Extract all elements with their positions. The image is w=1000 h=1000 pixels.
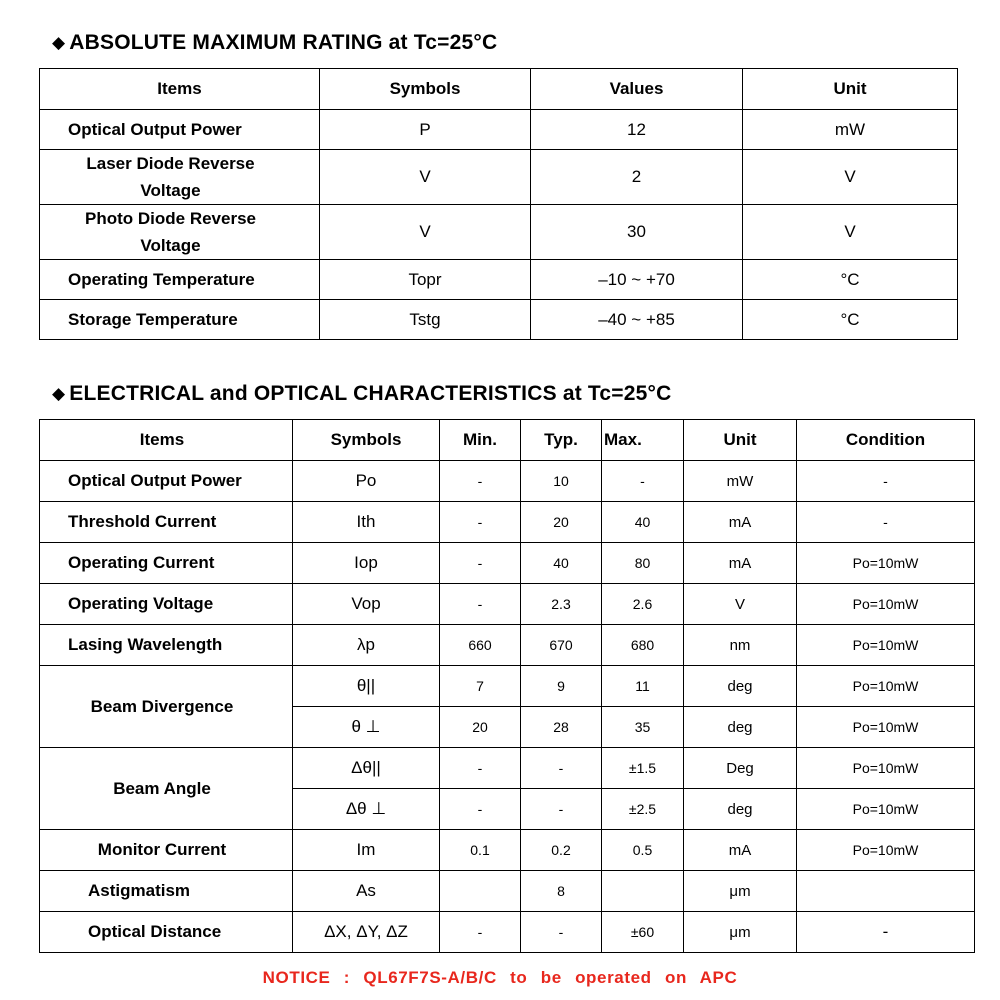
section-heading-electrical-optical bbox=[52, 382, 671, 406]
item-cell: Beam Angle bbox=[40, 748, 293, 830]
table-row bbox=[40, 748, 975, 789]
value-cell: 2 bbox=[531, 150, 743, 205]
condition-cell: Po=10mW bbox=[797, 543, 975, 584]
column-header: Items bbox=[40, 420, 293, 461]
symbol-cell: Im bbox=[293, 830, 440, 871]
electrical-optical-table bbox=[39, 419, 975, 953]
symbol-cell: Tstg bbox=[320, 300, 531, 340]
min-cell: - bbox=[440, 461, 521, 502]
column-header: Items bbox=[40, 69, 320, 110]
heading-text: ELECTRICAL and OPTICAL CHARACTERISTICS at Tc=25°C bbox=[69, 382, 672, 405]
max-cell: 680 bbox=[602, 625, 684, 666]
diamond-bullet-icon: ◆ bbox=[52, 384, 66, 403]
item-cell: Beam Divergence bbox=[40, 666, 293, 748]
typ-cell: 20 bbox=[521, 502, 602, 543]
min-cell: - bbox=[440, 748, 521, 789]
max-cell: 0.5 bbox=[602, 830, 684, 871]
unit-cell: V bbox=[743, 205, 958, 260]
typ-cell: - bbox=[521, 912, 602, 953]
symbol-cell: As bbox=[293, 871, 440, 912]
table-row bbox=[40, 205, 958, 260]
condition-cell: Po=10mW bbox=[797, 666, 975, 707]
value-cell: –40 ~ +85 bbox=[531, 300, 743, 340]
unit-cell: nm bbox=[684, 625, 797, 666]
symbol-cell: ΔX, ΔY, ΔZ bbox=[293, 912, 440, 953]
value-cell: –10 ~ +70 bbox=[531, 260, 743, 300]
symbol-cell: V bbox=[320, 205, 531, 260]
condition-cell: - bbox=[797, 461, 975, 502]
condition-cell: Po=10mW bbox=[797, 789, 975, 830]
condition-cell bbox=[797, 871, 975, 912]
table-row bbox=[40, 830, 975, 871]
column-header: Symbols bbox=[293, 420, 440, 461]
min-cell: 0.1 bbox=[440, 830, 521, 871]
column-header: Unit bbox=[684, 420, 797, 461]
item-cell bbox=[40, 205, 320, 260]
diamond-bullet-icon: ◆ bbox=[52, 33, 66, 52]
table-row bbox=[40, 150, 958, 205]
max-cell: ±1.5 bbox=[602, 748, 684, 789]
symbol-cell: Δθ|| bbox=[293, 748, 440, 789]
item-line: Voltage bbox=[140, 236, 201, 255]
min-cell: - bbox=[440, 543, 521, 584]
unit-cell: deg bbox=[684, 789, 797, 830]
max-cell: 2.6 bbox=[602, 584, 684, 625]
max-cell: 35 bbox=[602, 707, 684, 748]
typ-cell: 670 bbox=[521, 625, 602, 666]
item-cell: Optical Output Power bbox=[40, 461, 293, 502]
symbol-cell: Topr bbox=[320, 260, 531, 300]
condition-cell: Po=10mW bbox=[797, 625, 975, 666]
column-header: Max. bbox=[602, 420, 684, 461]
condition-cell: Po=10mW bbox=[797, 584, 975, 625]
notice-text: NOTICE : QL67F7S-A/B/C to be operated on APC bbox=[262, 968, 738, 987]
max-cell: 80 bbox=[602, 543, 684, 584]
unit-cell: mA bbox=[684, 543, 797, 584]
min-cell: 660 bbox=[440, 625, 521, 666]
max-cell bbox=[602, 871, 684, 912]
min-cell bbox=[440, 871, 521, 912]
typ-cell: 9 bbox=[521, 666, 602, 707]
typ-cell: 28 bbox=[521, 707, 602, 748]
typ-cell: - bbox=[521, 789, 602, 830]
typ-cell: - bbox=[521, 748, 602, 789]
symbol-cell: Iop bbox=[293, 543, 440, 584]
symbol-cell: θ|| bbox=[293, 666, 440, 707]
unit-cell: °C bbox=[743, 260, 958, 300]
condition-cell: - bbox=[797, 912, 975, 953]
item-cell: Storage Temperature bbox=[40, 300, 320, 340]
symbol-cell: V bbox=[320, 150, 531, 205]
min-cell: 20 bbox=[440, 707, 521, 748]
typ-cell: 10 bbox=[521, 461, 602, 502]
condition-cell: - bbox=[797, 502, 975, 543]
unit-cell: V bbox=[743, 150, 958, 205]
table-row bbox=[40, 502, 975, 543]
item-cell: Optical Distance bbox=[40, 912, 293, 953]
unit-cell: mW bbox=[684, 461, 797, 502]
unit-cell: mA bbox=[684, 502, 797, 543]
typ-cell: 8 bbox=[521, 871, 602, 912]
item-cell: Monitor Current bbox=[40, 830, 293, 871]
symbol-cell: Δθ ⊥ bbox=[293, 789, 440, 830]
column-header: Values bbox=[531, 69, 743, 110]
min-cell: - bbox=[440, 912, 521, 953]
max-cell: 40 bbox=[602, 502, 684, 543]
table-row bbox=[40, 584, 975, 625]
item-cell: Operating Voltage bbox=[40, 584, 293, 625]
item-cell: Operating Current bbox=[40, 543, 293, 584]
symbol-cell: Po bbox=[293, 461, 440, 502]
symbol-cell: θ ⊥ bbox=[293, 707, 440, 748]
item-cell bbox=[40, 150, 320, 205]
condition-cell: Po=10mW bbox=[797, 830, 975, 871]
symbol-cell: Ith bbox=[293, 502, 440, 543]
absolute-max-rating-table bbox=[39, 68, 958, 340]
max-cell: ±60 bbox=[602, 912, 684, 953]
unit-cell: mW bbox=[743, 110, 958, 150]
unit-cell: V bbox=[684, 584, 797, 625]
item-cell: Threshold Current bbox=[40, 502, 293, 543]
heading-text: ABSOLUTE MAXIMUM RATING at Tc=25°C bbox=[69, 31, 498, 54]
min-cell: - bbox=[440, 502, 521, 543]
column-header: Typ. bbox=[521, 420, 602, 461]
column-header: Condition bbox=[797, 420, 975, 461]
item-cell: Operating Temperature bbox=[40, 260, 320, 300]
typ-cell: 40 bbox=[521, 543, 602, 584]
condition-cell: Po=10mW bbox=[797, 748, 975, 789]
table-row bbox=[40, 625, 975, 666]
item-line: Voltage bbox=[140, 181, 201, 200]
unit-cell: Deg bbox=[684, 748, 797, 789]
table-row bbox=[40, 912, 975, 953]
condition-cell: Po=10mW bbox=[797, 707, 975, 748]
table-row bbox=[40, 110, 958, 150]
min-cell: - bbox=[440, 789, 521, 830]
symbol-cell: λp bbox=[293, 625, 440, 666]
max-cell: - bbox=[602, 461, 684, 502]
item-cell: Lasing Wavelength bbox=[40, 625, 293, 666]
table-row bbox=[40, 543, 975, 584]
item-line: Photo Diode Reverse bbox=[85, 209, 256, 228]
typ-cell: 2.3 bbox=[521, 584, 602, 625]
table-header-row bbox=[40, 420, 975, 461]
item-cell: Optical Output Power bbox=[40, 110, 320, 150]
table-row bbox=[40, 260, 958, 300]
table-row bbox=[40, 461, 975, 502]
max-cell: 11 bbox=[602, 666, 684, 707]
min-cell: 7 bbox=[440, 666, 521, 707]
column-header: Symbols bbox=[320, 69, 531, 110]
symbol-cell: P bbox=[320, 110, 531, 150]
unit-cell: μm bbox=[684, 912, 797, 953]
item-line: Laser Diode Reverse bbox=[86, 154, 255, 173]
table-row bbox=[40, 300, 958, 340]
max-cell: ±2.5 bbox=[602, 789, 684, 830]
table-row bbox=[40, 871, 975, 912]
unit-cell: deg bbox=[684, 666, 797, 707]
section-heading-absolute-max bbox=[52, 31, 497, 55]
value-cell: 30 bbox=[531, 205, 743, 260]
table-row bbox=[40, 666, 975, 707]
typ-cell: 0.2 bbox=[521, 830, 602, 871]
unit-cell: deg bbox=[684, 707, 797, 748]
column-header: Unit bbox=[743, 69, 958, 110]
unit-cell: μm bbox=[684, 871, 797, 912]
value-cell: 12 bbox=[531, 110, 743, 150]
column-header: Min. bbox=[440, 420, 521, 461]
min-cell: - bbox=[440, 584, 521, 625]
table-header-row bbox=[40, 69, 958, 110]
unit-cell: °C bbox=[743, 300, 958, 340]
item-cell: Astigmatism bbox=[40, 871, 293, 912]
unit-cell: mA bbox=[684, 830, 797, 871]
symbol-cell: Vop bbox=[293, 584, 440, 625]
